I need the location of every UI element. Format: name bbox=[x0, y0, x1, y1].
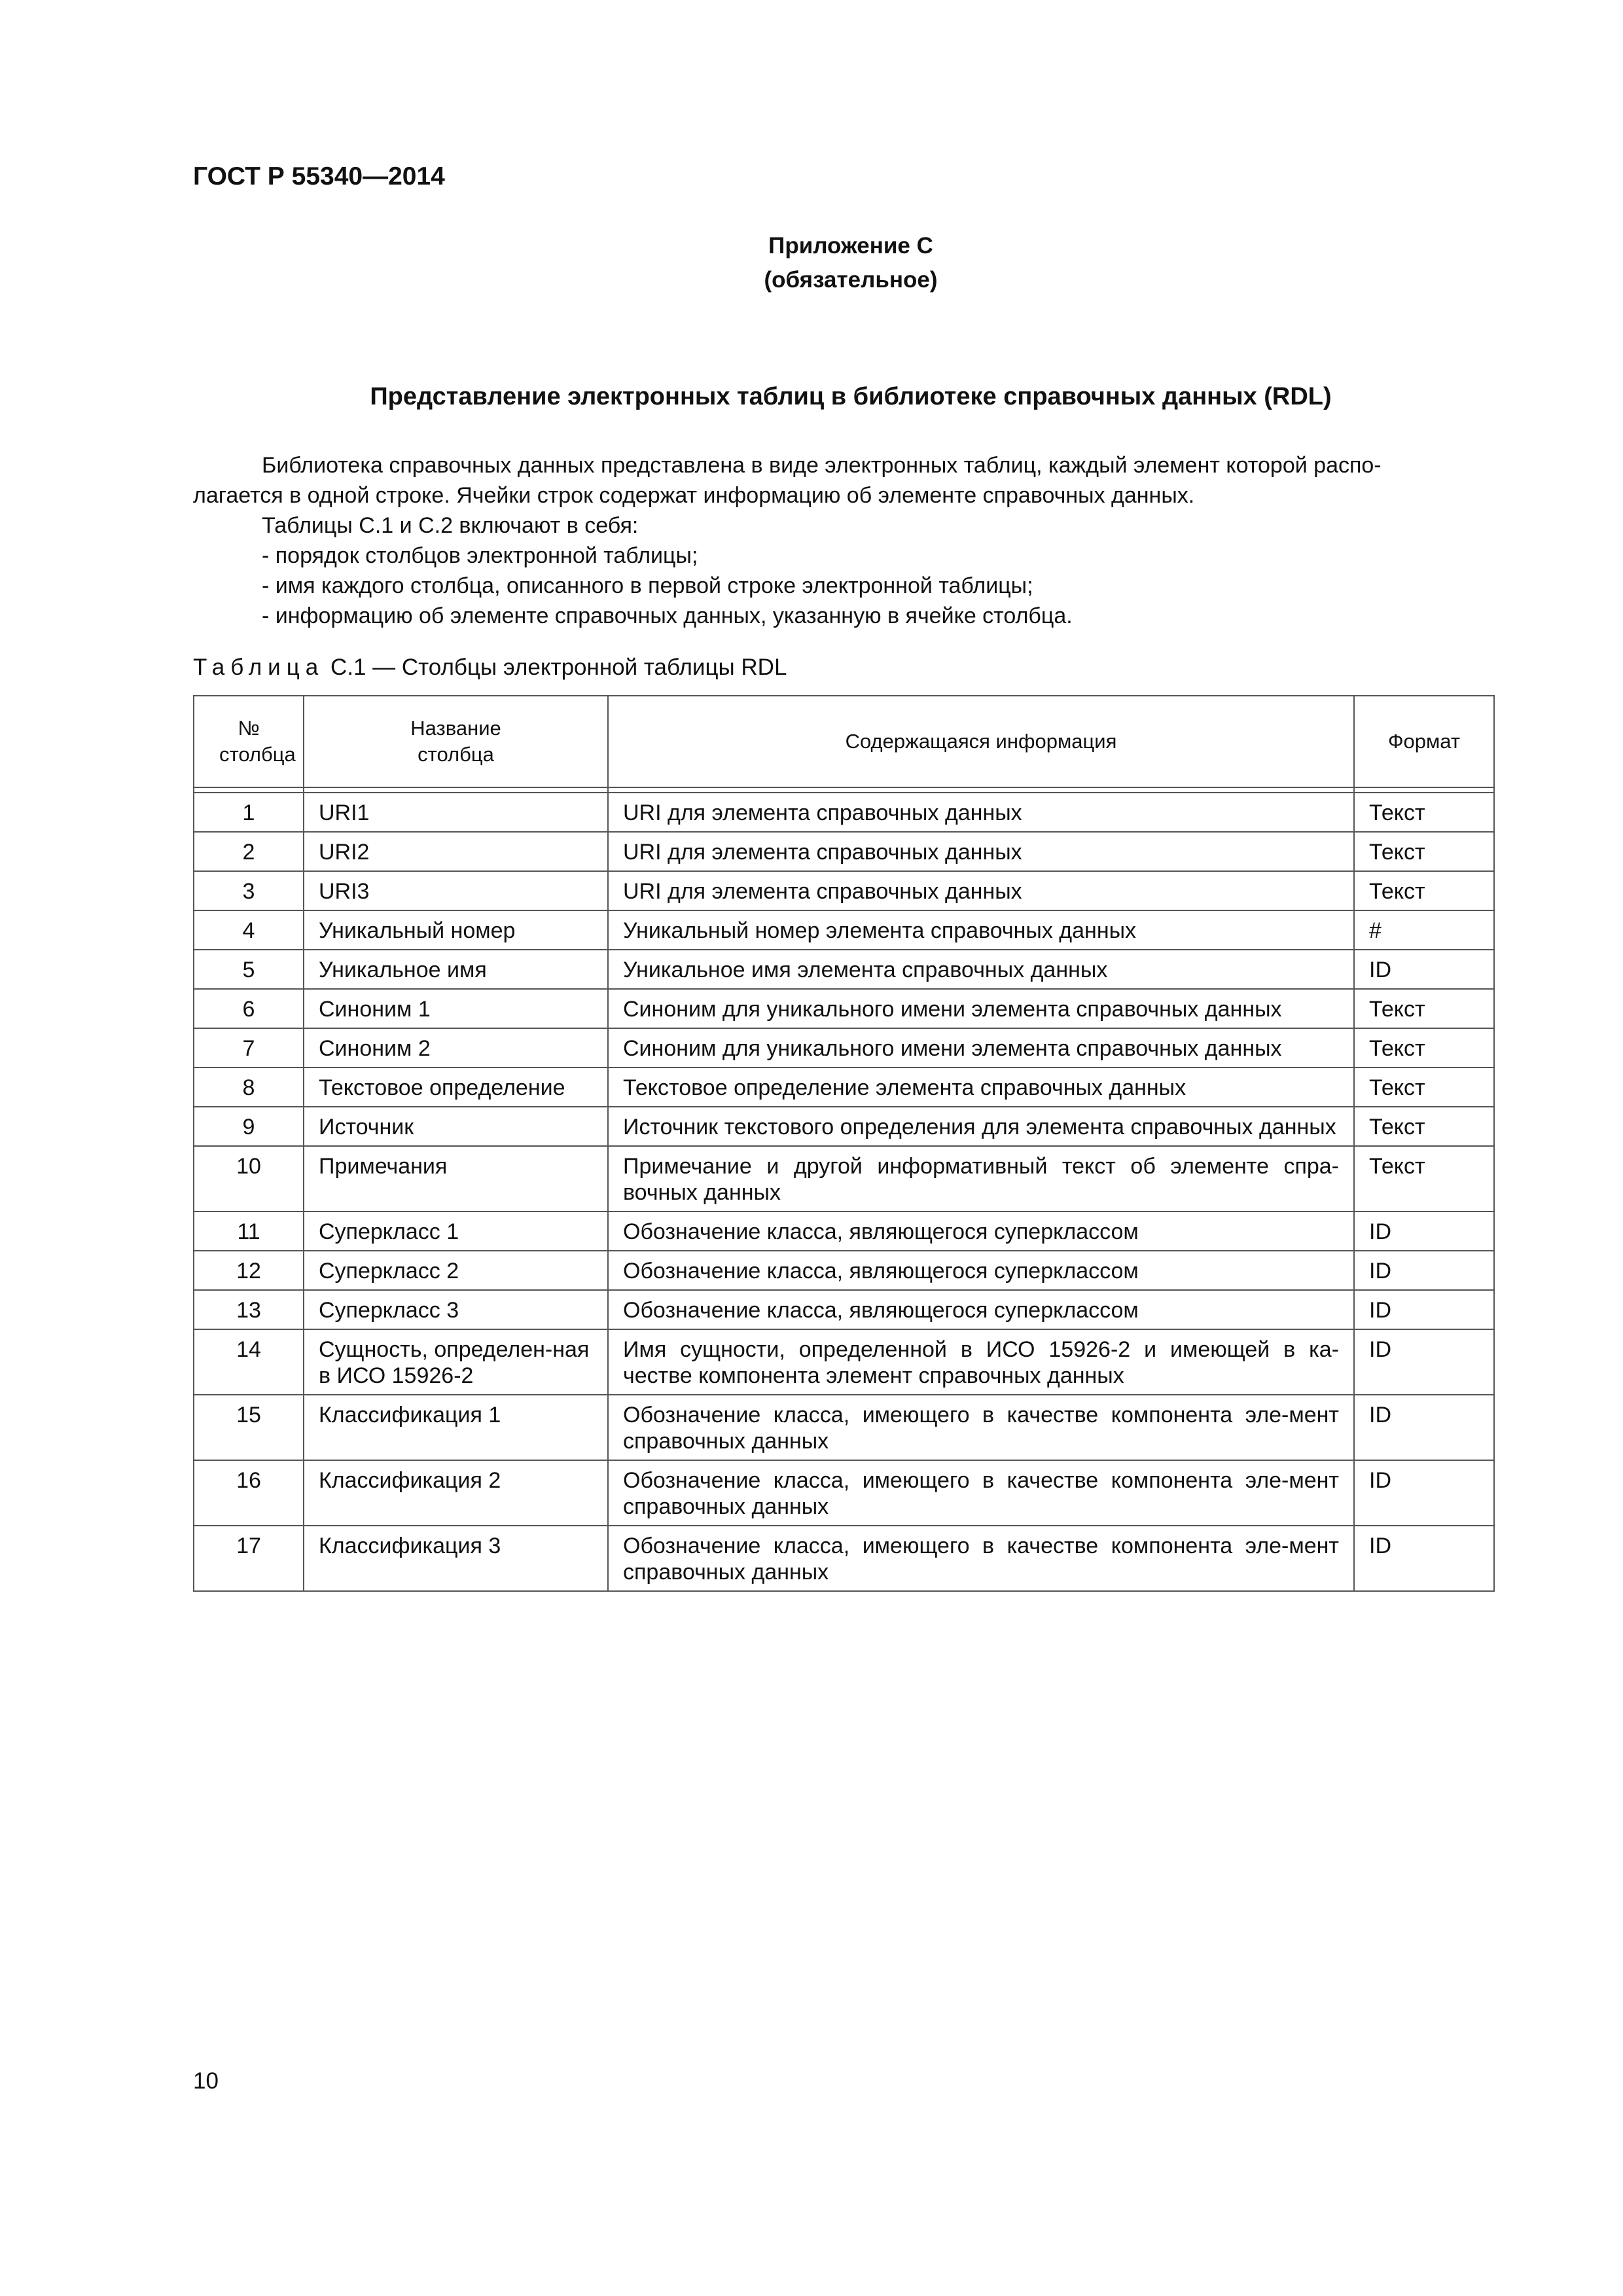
cell-column-name: Классификация 2 bbox=[304, 1460, 608, 1526]
cell-information: Имя сущности, определенной в ИСО 15926-2 и имеющей в ка-честве компонента элемент справочных данных bbox=[608, 1329, 1354, 1395]
cell-column-name: Классификация 3 bbox=[304, 1526, 608, 1591]
cell-format: Текст bbox=[1354, 1107, 1494, 1146]
table-row bbox=[194, 1329, 1494, 1395]
cell-format: ID bbox=[1354, 1460, 1494, 1526]
intro-paragraph-2: Таблицы С.1 и С.2 включают в себя: bbox=[262, 513, 639, 538]
cell-information: Примечание и другой информативный текст об элементе спра-вочных данных bbox=[608, 1146, 1354, 1211]
cell-format: Текст bbox=[1354, 1067, 1494, 1107]
document-code: ГОСТ Р 55340—2014 bbox=[193, 162, 445, 190]
table-row bbox=[194, 832, 1494, 871]
cell-number: 4 bbox=[194, 910, 304, 950]
cell-column-name: Сущность, определен-ная в ИСО 15926-2 bbox=[304, 1329, 608, 1395]
table-row bbox=[194, 910, 1494, 950]
table-row bbox=[194, 1028, 1494, 1067]
cell-number: 12 bbox=[194, 1251, 304, 1290]
cell-format: Текст bbox=[1354, 1028, 1494, 1067]
cell-format: Текст bbox=[1354, 871, 1494, 910]
appendix-heading bbox=[0, 229, 1623, 297]
cell-format: ID bbox=[1354, 1329, 1494, 1395]
cell-column-name: URI1 bbox=[304, 793, 608, 832]
cell-column-name: URI3 bbox=[304, 871, 608, 910]
cell-format: ID bbox=[1354, 1251, 1494, 1290]
cell-column-name: Текстовое определение bbox=[304, 1067, 608, 1107]
cell-number: 5 bbox=[194, 950, 304, 989]
table-row bbox=[194, 1251, 1494, 1290]
cell-information: Обозначение класса, являющегося суперклассом bbox=[608, 1211, 1354, 1251]
table-header-row bbox=[194, 696, 1494, 787]
intro-paragraph-1b: лагается в одной строке. Ячейки строк содержат информацию об элементе справочных данных. bbox=[193, 483, 1195, 508]
cell-information: Обозначение класса, являющегося суперклассом bbox=[608, 1290, 1354, 1329]
cell-column-name: Суперкласс 3 bbox=[304, 1290, 608, 1329]
cell-number: 8 bbox=[194, 1067, 304, 1107]
cell-column-name: Уникальный номер bbox=[304, 910, 608, 950]
table-caption bbox=[193, 655, 787, 681]
rdl-columns-table bbox=[193, 695, 1495, 1592]
header-column-name bbox=[304, 696, 608, 787]
cell-information: Обозначение класса, имеющего в качестве компонента эле-мент справочных данных bbox=[608, 1526, 1354, 1591]
cell-information: Синоним для уникального имени элемента справочных данных bbox=[608, 1028, 1354, 1067]
cell-number: 2 bbox=[194, 832, 304, 871]
cell-format: ID bbox=[1354, 1211, 1494, 1251]
list-item: - порядок столбцов электронной таблицы; bbox=[262, 543, 698, 568]
cell-column-name: Суперкласс 2 bbox=[304, 1251, 608, 1290]
cell-number: 11 bbox=[194, 1211, 304, 1251]
table-row bbox=[194, 1526, 1494, 1591]
table-row bbox=[194, 1146, 1494, 1211]
page-number: 10 bbox=[193, 2068, 219, 2094]
cell-format: Текст bbox=[1354, 832, 1494, 871]
cell-information: URI для элемента справочных данных bbox=[608, 871, 1354, 910]
table-row bbox=[194, 1290, 1494, 1329]
cell-column-name: Примечания bbox=[304, 1146, 608, 1211]
cell-format: Текст bbox=[1354, 989, 1494, 1028]
table-row bbox=[194, 989, 1494, 1028]
cell-number: 1 bbox=[194, 793, 304, 832]
table-caption-prefix: Таблица bbox=[193, 655, 325, 680]
section-title: Представление электронных таблиц в библиотеке справочных данных (RDL) bbox=[370, 383, 1332, 410]
cell-column-name: Источник bbox=[304, 1107, 608, 1146]
cell-format: ID bbox=[1354, 1395, 1494, 1460]
cell-format: ID bbox=[1354, 1526, 1494, 1591]
cell-number: 16 bbox=[194, 1460, 304, 1526]
appendix-label: Приложение С bbox=[768, 233, 933, 259]
cell-information: Обозначение класса, являющегося суперклассом bbox=[608, 1251, 1354, 1290]
cell-format: ID bbox=[1354, 1290, 1494, 1329]
table-row bbox=[194, 1107, 1494, 1146]
header-separator bbox=[194, 787, 1494, 793]
cell-column-name: Синоним 1 bbox=[304, 989, 608, 1028]
cell-number: 15 bbox=[194, 1395, 304, 1460]
table-caption-text: С.1 — Столбцы электронной таблицы RDL bbox=[324, 655, 787, 680]
cell-information: Обозначение класса, имеющего в качестве компонента эле-мент справочных данных bbox=[608, 1460, 1354, 1526]
intro-text bbox=[193, 450, 1495, 631]
cell-number: 7 bbox=[194, 1028, 304, 1067]
header-label: № столбца bbox=[219, 717, 296, 766]
cell-column-name: Классификация 1 bbox=[304, 1395, 608, 1460]
cell-format: Текст bbox=[1354, 1146, 1494, 1211]
cell-information: Уникальное имя элемента справочных данных bbox=[608, 950, 1354, 989]
intro-bullet-list bbox=[193, 541, 1495, 631]
header-format: Формат bbox=[1354, 696, 1494, 787]
cell-format: ID bbox=[1354, 950, 1494, 989]
cell-number: 17 bbox=[194, 1526, 304, 1591]
cell-number: 10 bbox=[194, 1146, 304, 1211]
cell-information: Уникальный номер элемента справочных данных bbox=[608, 910, 1354, 950]
table-row bbox=[194, 1067, 1494, 1107]
appendix-status: (обязательное) bbox=[764, 267, 938, 293]
header-label: Название столбца bbox=[410, 717, 501, 766]
header-column-number bbox=[194, 696, 304, 787]
cell-number: 9 bbox=[194, 1107, 304, 1146]
cell-format: # bbox=[1354, 910, 1494, 950]
cell-information: Синоним для уникального имени элемента справочных данных bbox=[608, 989, 1354, 1028]
cell-column-name: URI2 bbox=[304, 832, 608, 871]
cell-number: 14 bbox=[194, 1329, 304, 1395]
intro-paragraph-1a: Библиотека справочных данных представлена в виде электронных таблиц, каждый элемент которой распо- bbox=[262, 453, 1382, 478]
list-item: - информацию об элементе справочных данных, указанную в ячейке столбца. bbox=[262, 603, 1073, 628]
table-row bbox=[194, 793, 1494, 832]
header-information: Содержащаяся информация bbox=[608, 696, 1354, 787]
cell-column-name: Синоним 2 bbox=[304, 1028, 608, 1067]
cell-column-name: Суперкласс 1 bbox=[304, 1211, 608, 1251]
cell-information: Обозначение класса, имеющего в качестве компонента эле-мент справочных данных bbox=[608, 1395, 1354, 1460]
list-item: - имя каждого столбца, описанного в первой строке электронной таблицы; bbox=[262, 573, 1033, 598]
table-row bbox=[194, 1460, 1494, 1526]
cell-number: 3 bbox=[194, 871, 304, 910]
table-row bbox=[194, 871, 1494, 910]
table-row bbox=[194, 950, 1494, 989]
cell-information: URI для элемента справочных данных bbox=[608, 793, 1354, 832]
cell-information: Источник текстового определения для элемента справочных данных bbox=[608, 1107, 1354, 1146]
cell-format: Текст bbox=[1354, 793, 1494, 832]
cell-column-name: Уникальное имя bbox=[304, 950, 608, 989]
table-body bbox=[194, 793, 1494, 1591]
cell-number: 6 bbox=[194, 989, 304, 1028]
cell-information: URI для элемента справочных данных bbox=[608, 832, 1354, 871]
cell-number: 13 bbox=[194, 1290, 304, 1329]
cell-information: Текстовое определение элемента справочных данных bbox=[608, 1067, 1354, 1107]
table-row bbox=[194, 1395, 1494, 1460]
table-row bbox=[194, 1211, 1494, 1251]
